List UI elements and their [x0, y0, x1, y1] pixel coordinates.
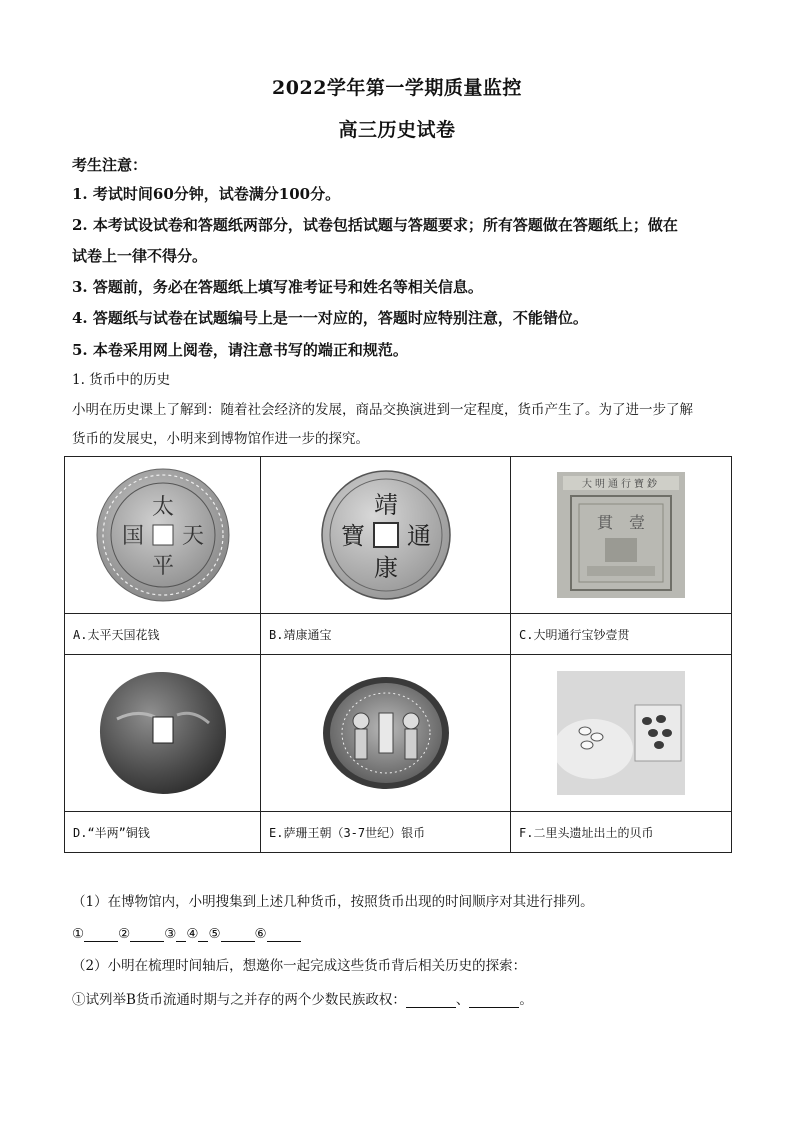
- sub-question-2: （2）小明在梳理时间轴后，想邀你一起完成这些货币背后相关历史的探索：: [72, 958, 527, 974]
- question-intro-1: 小明在历史课上了解到：随着社会经济的发展，商品交换演进到一定程度，货币产生了。为了进一步了解: [72, 402, 693, 418]
- coin-d-caption: D.“半两”铜钱: [65, 812, 261, 853]
- coin-c-caption: C.大明通行宝钞壹贯: [511, 614, 732, 655]
- regime-blank-2[interactable]: [469, 993, 519, 1008]
- order-label-1: ①: [72, 926, 85, 942]
- coin-b-image: [319, 468, 453, 602]
- exam-subtitle: 高三历史试卷: [338, 119, 456, 141]
- notice-item-5: 5. 本卷采用网上阅卷，请注意书写的端正和规范。: [72, 341, 408, 359]
- ordering-answer-line: [72, 926, 301, 942]
- sub-question-2-part-1: [72, 988, 533, 1008]
- coin-c-cell: [511, 457, 732, 614]
- coin-d-cell: [65, 655, 261, 812]
- coin-a-caption: A.太平天国花钱: [65, 614, 261, 655]
- coin-b-char-top: 靖: [373, 491, 398, 519]
- order-blank-5[interactable]: [221, 927, 255, 942]
- order-label-6: ⑥: [254, 926, 267, 942]
- coin-b-caption: B.靖康通宝: [261, 614, 511, 655]
- coin-c-char-1: 貫: [596, 513, 614, 532]
- sub2-q1-text: ①试列举B货币流通时期与之并存的两个少数民族政权：: [72, 992, 406, 1008]
- regime-blank-1[interactable]: [406, 993, 456, 1008]
- coin-c-char-2: 壹: [628, 513, 646, 532]
- order-blank-3[interactable]: [176, 927, 186, 942]
- coin-a-char-bottom: 平: [151, 554, 174, 579]
- notice-item-1: 1. 考试时间60分钟，试卷满分100分。: [72, 185, 341, 203]
- coin-d-image: [97, 669, 229, 797]
- order-blank-2[interactable]: [130, 927, 164, 942]
- coin-a-char-left: 国: [121, 524, 144, 549]
- notice-item-3: 3. 答题前，务必在答题纸上填写准考证号和姓名等相关信息。: [72, 278, 483, 296]
- coin-image-row: [65, 457, 732, 614]
- question-heading: 1. 货币中的历史: [72, 372, 171, 388]
- sub-question-1: （1）在博物馆内，小明搜集到上述几种货币，按照货币出现的时间顺序对其进行排列。: [72, 894, 594, 910]
- order-blank-6[interactable]: [267, 927, 301, 942]
- order-label-2: ②: [118, 926, 131, 942]
- sub2-q1-end: 。: [519, 992, 533, 1008]
- order-label-5: ⑤: [208, 926, 221, 942]
- coin-b-char-left: 寶: [340, 522, 365, 550]
- exam-title: 2022学年第一学期质量监控: [272, 77, 522, 99]
- order-blank-4[interactable]: [198, 927, 208, 942]
- notice-item-2-cont: 试卷上一律不得分。: [72, 247, 208, 265]
- order-blank-1[interactable]: [84, 927, 118, 942]
- coin-image-row-2: [65, 655, 732, 812]
- coin-b-char-bottom: 康: [373, 554, 398, 582]
- coin-e-caption: E.萨珊王朝（3-7世纪）银币: [261, 812, 511, 853]
- question-intro-2: 货币的发展史，小明来到博物馆作进一步的探究。: [72, 431, 369, 447]
- coin-e-image: [321, 675, 451, 791]
- coin-a-char-right: 天: [181, 524, 204, 549]
- order-label-4: ④: [186, 926, 199, 942]
- coin-c-image: [557, 472, 685, 598]
- coin-caption-row-2: [65, 812, 732, 853]
- coin-a-char-top: 太: [151, 495, 174, 520]
- coin-b-char-right: 通: [406, 522, 431, 550]
- coin-caption-row-1: [65, 614, 732, 655]
- coin-f-cell: [511, 655, 732, 812]
- coin-a-image: [95, 467, 231, 603]
- notice-item-4: 4. 答题纸与试卷在试题编号上是一一对应的，答题时应特别注意，不能错位。: [72, 309, 588, 327]
- notice-item-2: 2. 本考试设试卷和答题纸两部分，试卷包括试题与答题要求；所有答题做在答题纸上；做在: [72, 216, 678, 234]
- coin-b-cell: [261, 457, 511, 614]
- coin-c-banner: 大明通行寶鈔: [582, 479, 660, 490]
- coin-table: [64, 456, 732, 853]
- coin-f-image: [557, 671, 685, 795]
- coin-a-cell: [65, 457, 261, 614]
- sub2-q1-sep: 、: [455, 992, 470, 1008]
- notice-heading: 考生注意：: [72, 156, 148, 174]
- coin-f-caption: F.二里头遗址出土的贝币: [511, 812, 732, 853]
- order-label-3: ③: [164, 926, 177, 942]
- coin-e-cell: [261, 655, 511, 812]
